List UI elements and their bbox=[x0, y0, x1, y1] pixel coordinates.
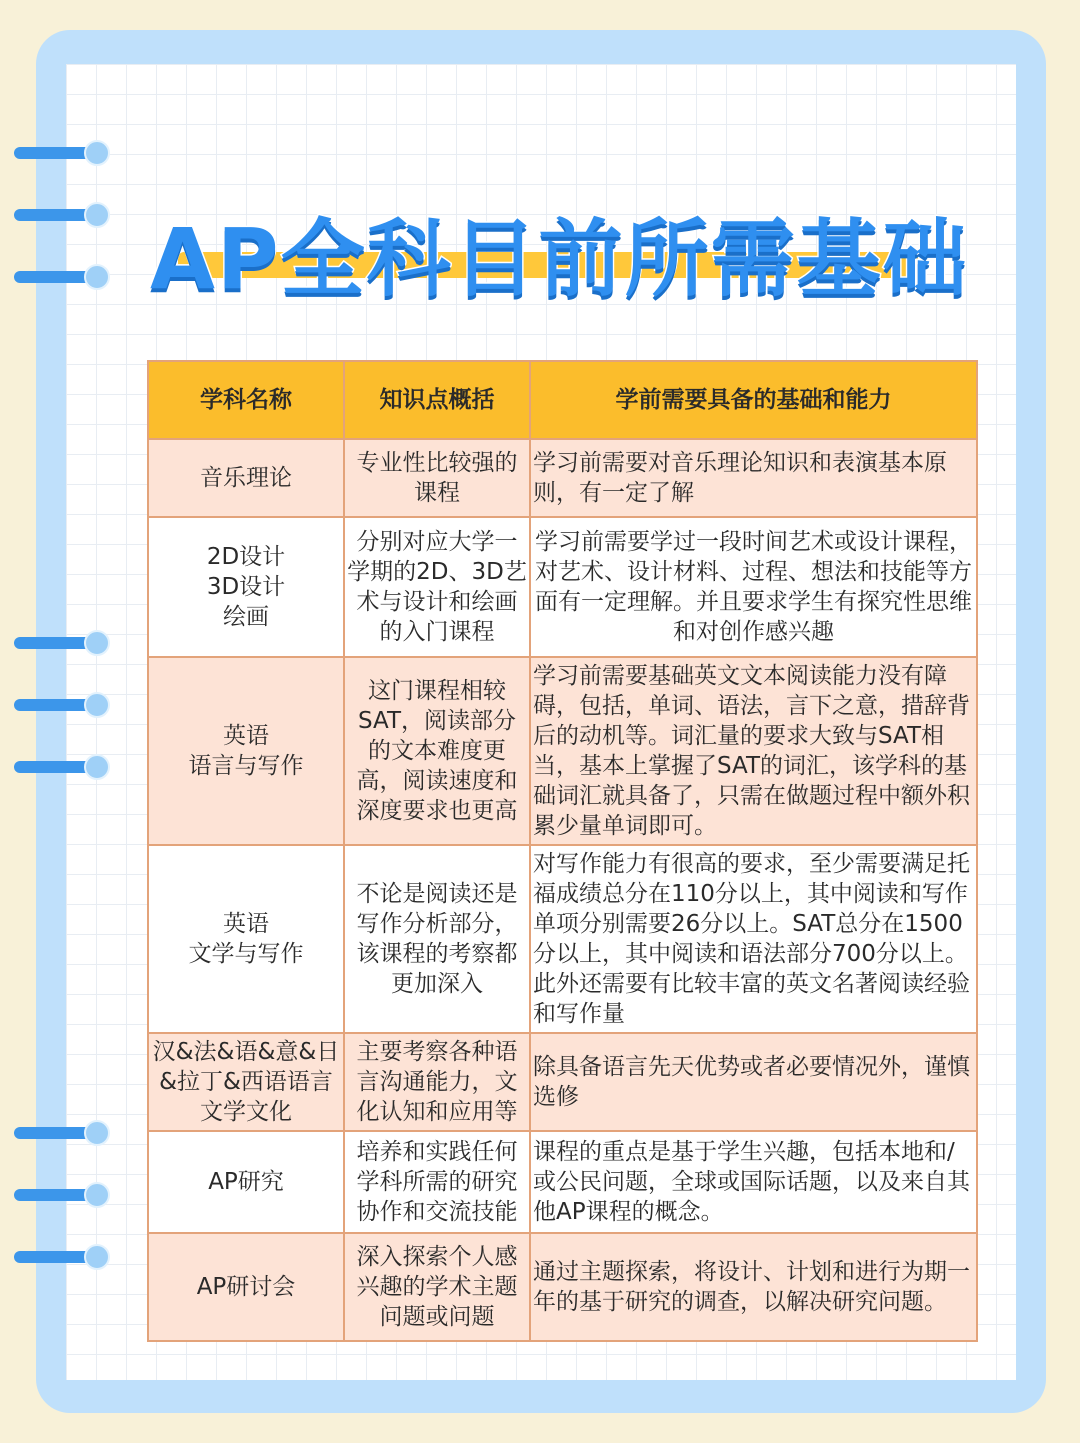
binder-ring bbox=[14, 1120, 110, 1146]
requirement-cell: 学习前需要对音乐理论知识和表演基本原则，有一定了解 bbox=[530, 439, 977, 517]
subject-cell: 英语 文学与写作 bbox=[148, 845, 344, 1033]
subject-cell: AP研讨会 bbox=[148, 1233, 344, 1341]
binder-ring bbox=[14, 630, 110, 656]
table-row bbox=[148, 657, 977, 845]
page-title: AP全科目前所需基础 bbox=[150, 210, 969, 308]
summary-cell: 培养和实践任何学科所需的研究协作和交流技能 bbox=[344, 1131, 530, 1233]
title-block bbox=[150, 182, 969, 308]
binder-ring bbox=[14, 202, 110, 228]
summary-cell: 分别对应大学一学期的2D、3D艺术与设计和绘画的入门课程 bbox=[344, 517, 530, 657]
summary-cell: 深入探索个人感兴趣的学术主题问题或问题 bbox=[344, 1233, 530, 1341]
header-requirement: 学前需要具备的基础和能力 bbox=[530, 361, 977, 439]
header-subject: 学科名称 bbox=[148, 361, 344, 439]
requirement-cell: 通过主题探索，将设计、计划和进行为期一年的基于研究的调查，以解决研究问题。 bbox=[530, 1233, 977, 1341]
summary-cell: 主要考察各种语言沟通能力，文化认知和应用等 bbox=[344, 1033, 530, 1131]
requirement-cell: 学习前需要学过一段时间艺术或设计课程，对艺术、设计材料、过程、想法和技能等方面有一定理解。并且要求学生有探究性思维和对创作感兴趣 bbox=[530, 517, 977, 657]
table-row bbox=[148, 1131, 977, 1233]
binder-ring bbox=[14, 1182, 110, 1208]
table-row bbox=[148, 439, 977, 517]
table-row bbox=[148, 517, 977, 657]
requirement-cell: 除具备语言先天优势或者必要情况外，谨慎选修 bbox=[530, 1033, 977, 1131]
subject-cell: 2D设计 3D设计 绘画 bbox=[148, 517, 344, 657]
table-row bbox=[148, 1233, 977, 1341]
table-header-row bbox=[148, 361, 977, 439]
summary-cell: 这门课程相较SAT，阅读部分的文本难度更高，阅读速度和深度要求也更高 bbox=[344, 657, 530, 845]
binder-ring bbox=[14, 754, 110, 780]
subject-cell: 音乐理论 bbox=[148, 439, 344, 517]
subject-cell: 汉&法&语&意&日&拉丁&西语语言文学文化 bbox=[148, 1033, 344, 1131]
binder-ring bbox=[14, 264, 110, 290]
binder-ring bbox=[14, 692, 110, 718]
header-summary: 知识点概括 bbox=[344, 361, 530, 439]
table-row bbox=[148, 845, 977, 1033]
summary-cell: 不论是阅读还是写作分析部分，该课程的考察都更加深入 bbox=[344, 845, 530, 1033]
summary-cell: 专业性比较强的课程 bbox=[344, 439, 530, 517]
subject-cell: AP研究 bbox=[148, 1131, 344, 1233]
requirement-cell: 学习前需要基础英文文本阅读能力没有障碍，包括，单词、语法，言下之意，措辞背后的动机等。词汇量的要求大致与SAT相当，基本上掌握了SAT的词汇，该学科的基础词汇就具备了，只需在做题过程中额外积累少量单词即可。 bbox=[530, 657, 977, 845]
table-row bbox=[148, 1033, 977, 1131]
subjects-table bbox=[147, 360, 978, 1342]
subject-cell: 英语 语言与写作 bbox=[148, 657, 344, 845]
requirement-cell: 对写作能力有很高的要求，至少需要满足托福成绩总分在110分以上，其中阅读和写作单项分别需要26分以上。SAT总分在1500分以上，其中阅读和语法部分700分以上。此外还需要有比较丰富的英文名著阅读经验和写作量 bbox=[530, 845, 977, 1033]
binder-ring bbox=[14, 1244, 110, 1270]
requirement-cell: 课程的重点是基于学生兴趣，包括本地和/或公民问题，全球或国际话题，以及来自其他AP课程的概念。 bbox=[530, 1131, 977, 1233]
binder-ring bbox=[14, 140, 110, 166]
